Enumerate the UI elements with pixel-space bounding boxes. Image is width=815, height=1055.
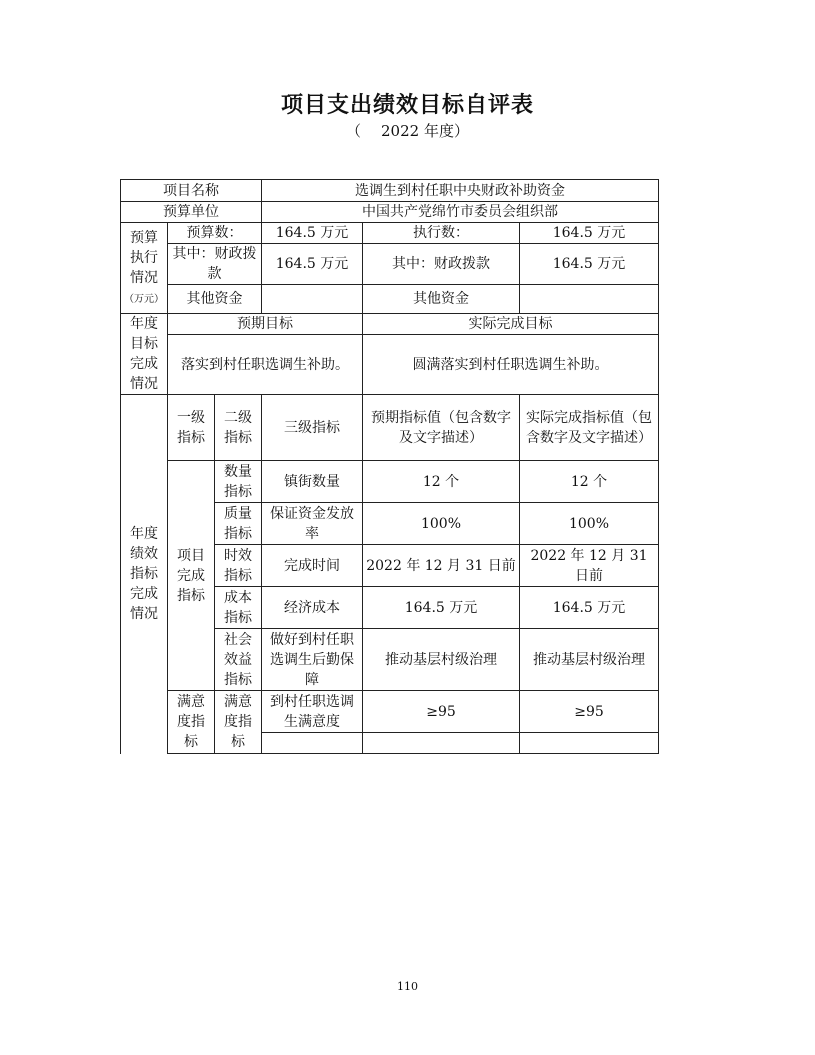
satisfaction-level1-label: 满意度指标	[168, 691, 215, 754]
exec-value: 164.5 万元	[520, 223, 659, 244]
level3-cell: 保证资金发放率	[262, 503, 363, 545]
other-funds-value	[262, 285, 363, 314]
actual-goal-header: 实际完成目标	[363, 314, 659, 335]
satisfaction-level2-label: 满意度指标	[215, 691, 262, 754]
budget-label: 预算数：	[168, 223, 262, 244]
year-subtitle	[0, 120, 815, 141]
level3-cell: 经济成本	[262, 587, 363, 629]
subtitle-close: 年度）	[423, 122, 469, 140]
satisfaction-row	[121, 691, 659, 733]
actual-cell: 12 个	[520, 461, 659, 503]
fiscal-value: 164.5 万元	[262, 244, 363, 285]
budget-value: 164.5 万元	[262, 223, 363, 244]
expected-cell: 12 个	[363, 461, 520, 503]
table-row	[121, 461, 659, 503]
level2-header: 二级指标	[215, 395, 262, 461]
level2-cell: 社会效益指标	[215, 629, 262, 691]
budget-unit-row	[121, 202, 659, 223]
fiscal-exec-label: 其中：财政拨款	[363, 244, 520, 285]
actual-cell: 2022 年 12 月 31 日前	[520, 545, 659, 587]
actual-cell: 推动基层村级治理	[520, 629, 659, 691]
exec-label: 执行数：	[363, 223, 520, 244]
indicators-section-label: 年度绩效指标完成情况	[121, 395, 168, 754]
subtitle-year: 2022	[381, 122, 420, 140]
level3-header: 三级指标	[262, 395, 363, 461]
expected-cell: 100%	[363, 503, 520, 545]
budget-row	[121, 223, 659, 244]
expected-cell: 164.5 万元	[363, 587, 520, 629]
indicator-header-row	[121, 395, 659, 461]
page-number: 110	[397, 980, 418, 993]
satisfaction-actual: ≥95	[520, 691, 659, 733]
performance-table	[120, 179, 659, 754]
level3-cell: 做好到村任职选调生后勤保障	[262, 629, 363, 691]
empty-cell	[363, 733, 520, 754]
level3-cell: 镇街数量	[262, 461, 363, 503]
satisfaction-level3-label: 到村任职选调生满意度	[262, 691, 363, 733]
actual-goal-text: 圆满落实到村任职选调生补助。	[363, 335, 659, 395]
other-exec-label: 其他资金	[363, 285, 520, 314]
subtitle-open: （	[346, 122, 362, 140]
level3-cell: 完成时间	[262, 545, 363, 587]
expected-goal-header: 预期目标	[168, 314, 363, 335]
project-completion-label: 项目完成指标	[168, 461, 215, 691]
budget-section-unit: （万元）	[124, 294, 164, 305]
goals-content-row	[121, 335, 659, 395]
budget-section-label: 预算执行情况 （万元）	[121, 223, 168, 314]
budget-unit-label: 预算单位	[121, 202, 262, 223]
expected-cell: 2022 年 12 月 31 日前	[363, 545, 520, 587]
fiscal-exec-value: 164.5 万元	[520, 244, 659, 285]
satisfaction-expected: ≥95	[363, 691, 520, 733]
project-name-value: 选调生到村任职中央财政补助资金	[262, 180, 659, 202]
level2-cell: 成本指标	[215, 587, 262, 629]
actual-value-header: 实际完成指标值（包含数字及文字描述）	[520, 395, 659, 461]
page-title: 项目支出绩效目标自评表	[280, 93, 534, 118]
other-exec-value	[520, 285, 659, 314]
actual-cell: 100%	[520, 503, 659, 545]
level2-cell: 质量指标	[215, 503, 262, 545]
budget-unit-value: 中国共产党绵竹市委员会组织部	[262, 202, 659, 223]
expected-goal-text: 落实到村任职选调生补助。	[168, 335, 363, 395]
expected-cell: 推动基层村级治理	[363, 629, 520, 691]
empty-cell	[262, 733, 363, 754]
level1-header: 一级指标	[168, 395, 215, 461]
project-name-row	[121, 180, 659, 202]
actual-cell: 164.5 万元	[520, 587, 659, 629]
expected-value-header: 预期指标值（包含数字及文字描述）	[363, 395, 520, 461]
level2-cell: 数量指标	[215, 461, 262, 503]
empty-cell	[520, 733, 659, 754]
fiscal-label: 其中：财政拨款	[168, 244, 262, 285]
fiscal-row	[121, 244, 659, 285]
other-funds-row	[121, 285, 659, 314]
other-funds-label: 其他资金	[168, 285, 262, 314]
goals-header-row	[121, 314, 659, 335]
project-name-label: 项目名称	[121, 180, 262, 202]
goals-section-label: 年度目标完成情况	[121, 314, 168, 395]
level2-cell: 时效指标	[215, 545, 262, 587]
